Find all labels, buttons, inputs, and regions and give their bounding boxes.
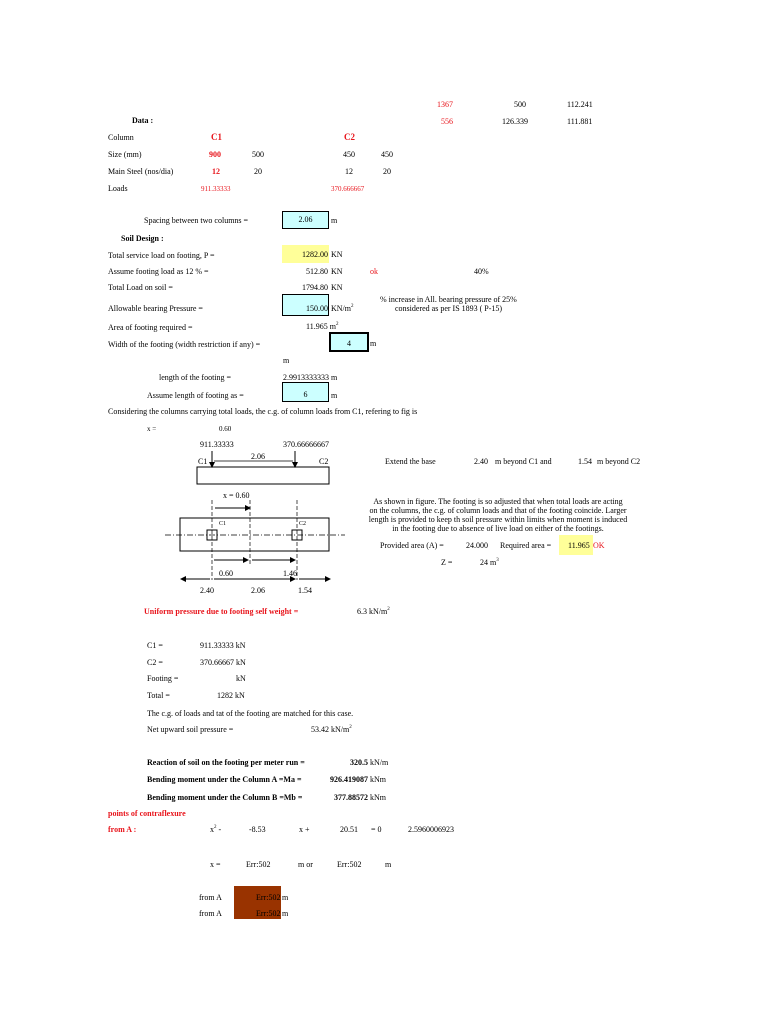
sum-c1-label: C1 = <box>147 641 163 650</box>
xres-v1: Err:502 <box>246 860 271 869</box>
column-label: Column <box>108 133 134 142</box>
area-label: Area of footing required = <box>108 323 193 332</box>
sum-total-value: 1282 kN <box>217 691 245 700</box>
m-line: m <box>283 356 290 365</box>
extend-m2: m beyond C2 <box>597 457 641 466</box>
total-label: Total Load on soil = <box>108 283 173 292</box>
steel-c2b: 20 <box>383 167 391 176</box>
spacing-label: Spacing between two columns = <box>144 216 249 225</box>
top-value-1367: 1367 <box>437 100 453 109</box>
required-ok: OK <box>593 541 605 550</box>
spacing-unit: m <box>331 216 338 225</box>
top-value-111: 111.881 <box>567 117 593 126</box>
column-c1: C1 <box>211 132 222 142</box>
size-c1b: 500 <box>252 150 264 159</box>
extend-v1: 2.40 <box>474 457 488 466</box>
fig2-label-154: 1.54 <box>298 586 312 595</box>
uniform-value: 6.3 $kN/m^2$ <box>357 607 390 616</box>
net-label: Net upward soil pressure = <box>147 725 234 734</box>
reaction-label: Reaction of soil on the footing per meter run = <box>147 758 305 767</box>
extend-v2: 1.54 <box>578 457 592 466</box>
sum-footing-label: Footing = <box>147 674 179 683</box>
top-value-556: 556 <box>441 117 453 126</box>
froma2-value-1: Err:502 <box>256 893 281 902</box>
z-value: 24 $m^3$ <box>480 558 499 567</box>
column-c2: C2 <box>344 132 355 142</box>
loads-c2: 370.666667 <box>331 185 365 193</box>
required-value: 11.965 <box>568 541 590 550</box>
froma2-unit-1: m <box>282 893 289 902</box>
sum-c2-value: 370.66667 kN <box>200 658 246 667</box>
total-value: 1794.80 <box>302 283 328 292</box>
reaction-unit: kN/m <box>370 758 389 767</box>
fig1-load1: 911.33333 <box>200 440 234 449</box>
assume-value: 512.80 <box>306 267 328 276</box>
size-c2a: 450 <box>343 150 355 159</box>
xres-v2: Err:502 <box>337 860 362 869</box>
froma2-value-2: Err:502 <box>256 909 281 918</box>
froma-coef1: -8.53 <box>249 825 266 834</box>
assume-length-label: Assume length of footing as = <box>147 391 244 400</box>
para-line-1: As shown in figure. The footing is so adjusted that when total loads are acting <box>373 497 623 506</box>
provided-label: Provided area (A) = <box>380 541 444 550</box>
cg-text: The c.g. of loads and tat of the footing are matched for this case. <box>147 709 354 718</box>
fig2-label-146: 1.46 <box>283 569 297 578</box>
fig2-c1-label: C1 <box>219 521 227 527</box>
froma-disc: 2.5960006923 <box>408 825 454 834</box>
froma-label: from A : <box>108 825 137 834</box>
bmb-label: Bending moment under the Column B =Mb = <box>147 793 303 802</box>
loads-label: Loads <box>108 184 128 193</box>
abp-value: 150.00 <box>306 304 328 313</box>
width-label: Width of the footing (width restriction if any) = <box>108 340 261 349</box>
size-c1a: 900 <box>209 150 221 159</box>
top-value-500: 500 <box>514 100 526 109</box>
steel-c1a: 12 <box>212 167 220 176</box>
bmb-unit: kNm <box>370 793 386 802</box>
length-label: length of the footing = <box>159 373 232 382</box>
xres-m-or: m or <box>298 860 313 869</box>
soil-heading: Soil Design : <box>121 234 164 243</box>
bma-value: 926.419087 <box>330 775 368 784</box>
p-unit: KN <box>331 250 343 259</box>
froma-xplus: x + <box>299 825 310 834</box>
spacing-value: 2.06 <box>298 215 313 224</box>
p-value: 1282.00 <box>302 250 328 259</box>
para-line-2: on the columns, the c.g. of column loads and that of the footing coincide. Larger <box>369 506 627 515</box>
area-value: 11.965 $m^2$ <box>306 322 339 331</box>
fig1-c2: C2 <box>319 457 329 466</box>
froma2-unit-2: m <box>282 909 289 918</box>
bmb-value: 377.88572 <box>334 793 368 802</box>
extend-label: Extend the base <box>385 457 436 466</box>
assume-length-unit: m <box>331 391 338 400</box>
contraflexure-heading: points of contraflexure <box>108 809 186 818</box>
extend-m1: m beyond C1 and <box>495 457 552 466</box>
assume-ok: ok <box>370 267 378 276</box>
assume-pct: 40% <box>474 267 489 276</box>
fig2-footing-rect <box>180 518 329 551</box>
sum-c1-value: 911.33333 kN <box>200 641 246 650</box>
width-value: 4 <box>347 339 351 348</box>
z-label: Z = <box>441 558 453 567</box>
size-label: Size (mm) <box>108 150 142 159</box>
fig2-x-eq: x = 0.60 <box>223 491 250 500</box>
froma2-label-1: from A <box>199 893 222 902</box>
froma-coef2: 20.51 <box>340 825 358 834</box>
fig2-label-206: 2.06 <box>251 586 265 595</box>
froma-eq0: = 0 <box>371 825 382 834</box>
para-line-4: in the footing due to absence of live load on either of the footings. <box>392 524 604 533</box>
p-label: Total service load on footing, P = <box>108 251 215 260</box>
considering-text: Considering the columns carrying total loads, the c.g. of column loads from C1, refering to fig is <box>108 407 418 416</box>
total-unit: KN <box>331 283 343 292</box>
width-unit: m <box>370 339 377 348</box>
froma-x2: $x^2$ - <box>210 825 222 834</box>
steel-label: Main Steel (nos/dia) <box>108 167 174 176</box>
steel-c1b: 20 <box>254 167 262 176</box>
fig1-footing-rect <box>197 467 329 484</box>
data-heading: Data : <box>132 116 154 125</box>
bma-unit: kNm <box>370 775 386 784</box>
abp-note-2: considered as per IS 1893 ( P-15) <box>395 304 503 313</box>
sum-total-label: Total = <box>147 691 170 700</box>
para-line-3: length is provided to keep th soil pressure within limits when moment is induced <box>368 515 628 524</box>
fig1-c1: C1 <box>198 457 208 466</box>
size-c2b: 450 <box>381 150 393 159</box>
net-value: 53.42 $kN/m^2$ <box>311 725 352 734</box>
fig2-label-060: 0.60 <box>219 569 233 578</box>
abp-unit: $KN/m^2$ <box>331 304 354 313</box>
fig1-load2: 370.66666667 <box>283 440 329 449</box>
xres-m: m <box>385 860 392 869</box>
fig2-label-240: 2.40 <box>200 586 214 595</box>
loads-c1: 911.33333 <box>201 185 231 193</box>
abp-note-1: % increase in All. bearing pressure of 25% <box>380 295 517 304</box>
required-label: Required area = <box>500 541 552 550</box>
froma2-label-2: from A <box>199 909 222 918</box>
assume-length-value: 6 <box>303 390 308 399</box>
sum-c2-label: C2 = <box>147 658 163 667</box>
uniform-label: Uniform pressure due to footing self weight = <box>144 607 299 616</box>
assume-label: Assume footing load as 12 % = <box>108 267 209 276</box>
sum-footing-unit: kN <box>236 674 246 683</box>
top-value-112: 112.241 <box>567 100 593 109</box>
abp-label: Allowable bearing Pressure = <box>108 304 203 313</box>
assume-unit: KN <box>331 267 343 276</box>
steel-c2a: 12 <box>345 167 353 176</box>
xres-label: x = <box>210 860 221 869</box>
reaction-value: 320.5 <box>350 758 368 767</box>
length-value: 2.9913333333 m <box>283 373 338 382</box>
fig2-c2-label: C2 <box>299 521 307 527</box>
bma-label: Bending moment under the Column A =Ma = <box>147 775 302 784</box>
provided-value: 24.000 <box>466 541 488 550</box>
x-value: 0.60 <box>219 425 232 433</box>
fig1-spacing: 2.06 <box>251 452 265 461</box>
x-label: x = <box>147 425 157 433</box>
top-value-126: 126.339 <box>502 117 528 126</box>
